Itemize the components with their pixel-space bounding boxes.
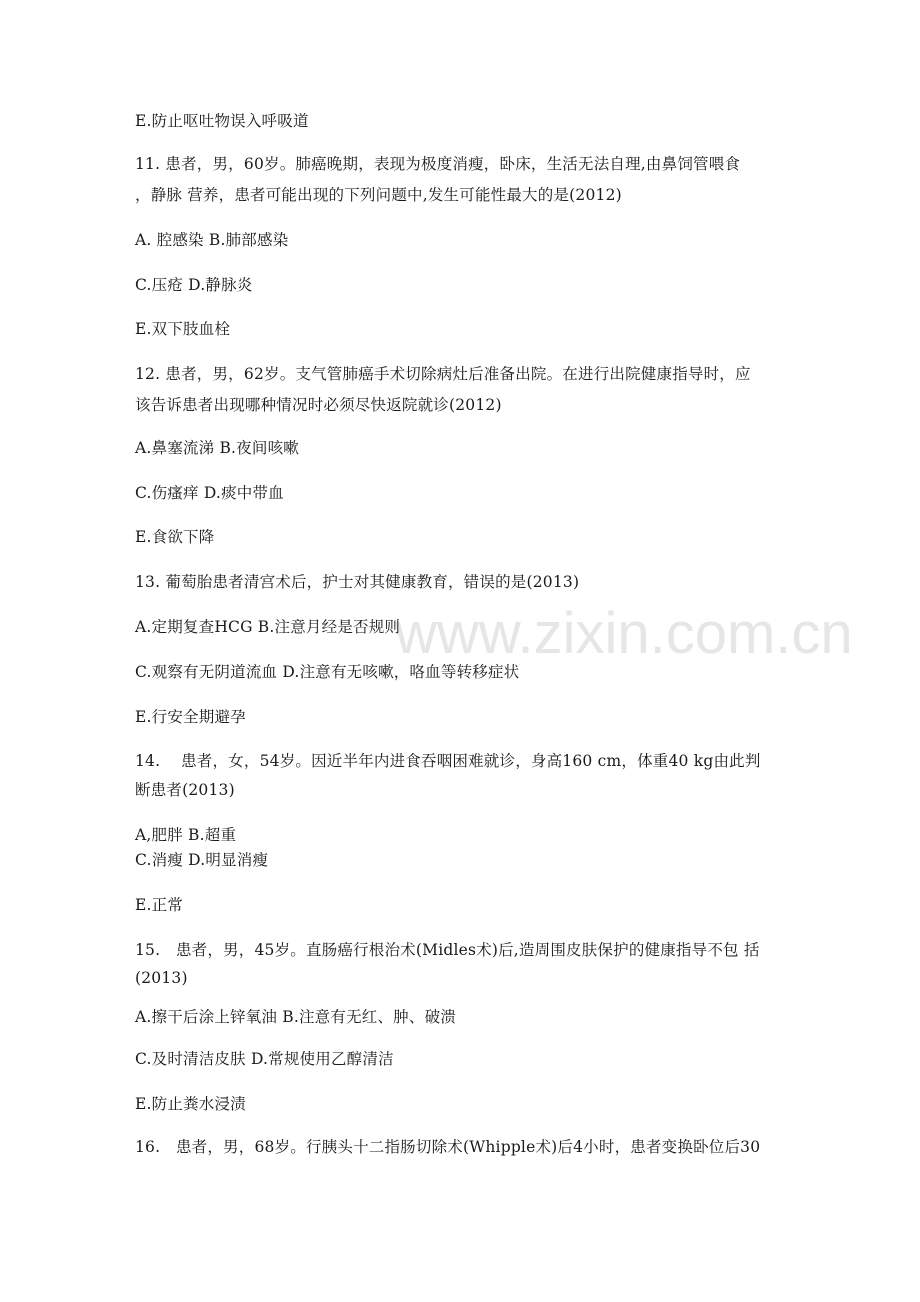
option-line: A,肥胖 B.超重 — [135, 826, 237, 844]
question-15-text: 15. 患者，男，45岁。直肠癌行根治术(Midles术)后,造周围皮肤保护的健康指导不包 括 — [135, 941, 760, 959]
question-16-text: 16. 患者，男，68岁。行胰头十二指肠切除术(Whipple术)后4小时，患者变换卧位后30 — [135, 1138, 761, 1156]
option-line: E.行安全期避孕 — [135, 708, 246, 726]
option-line: E.防止粪水浸渍 — [135, 1095, 246, 1113]
option-line: E.食欲下降 — [135, 528, 215, 546]
question-13-text: 13. 葡萄胎患者清宫术后，护士对其健康教育，错误的是(2013) — [135, 573, 580, 591]
option-line: A.擦干后涂上锌氧油 B.注意有无红、肿、破溃 — [135, 1008, 456, 1026]
option-line: A.鼻塞流涕 B.夜间咳嗽 — [135, 439, 299, 457]
option-line: C.伤瘙痒 D.痰中带血 — [135, 484, 284, 502]
option-line: E.正常 — [135, 896, 184, 914]
question-11-text: 11. 患者，男，60岁。肺癌晚期，表现为极度消瘦，卧床，生活无法自理,由鼻饲管喂食 — [135, 155, 741, 173]
option-line: C.及时清洁皮肤 D.常规使用乙醇清洁 — [135, 1050, 394, 1068]
option-line: A.定期复查HCG B.注意月经是否规则 — [135, 618, 401, 636]
question-12-text-cont: 该告诉患者出现哪种情况时必须尽快返院就诊(2012) — [135, 396, 502, 414]
option-line: C.观察有无阴道流血 D.注意有无咳嗽，咯血等转移症状 — [135, 663, 520, 681]
option-line: E.双下肢血栓 — [135, 320, 231, 338]
option-line: C.消瘦 D.明显消瘦 — [135, 851, 269, 869]
question-14-text: 14. 患者，女，54岁。因近半年内进食吞咽困难就诊，身高160 cm，体重40 kg由此判 — [135, 752, 761, 770]
option-line: A. 腔感染 B.肺部感染 — [135, 231, 289, 249]
watermark: www.zixin.com.cn — [395, 601, 853, 666]
question-12-text: 12. 患者，男，62岁。支气管肺癌手术切除病灶后准备出院。在进行出院健康指导时，应 — [135, 365, 751, 383]
question-11-text-cont: ，静脉 营养，患者可能出现的下列问题中,发生可能性最大的是(2012) — [135, 186, 622, 204]
question-15-text-cont: (2013) — [135, 969, 188, 987]
option-line: E.防止呕吐物误入呼吸道 — [135, 112, 309, 130]
question-14-text-cont: 断患者(2013) — [135, 781, 235, 799]
option-line: C.压疮 D.静脉炎 — [135, 276, 253, 294]
